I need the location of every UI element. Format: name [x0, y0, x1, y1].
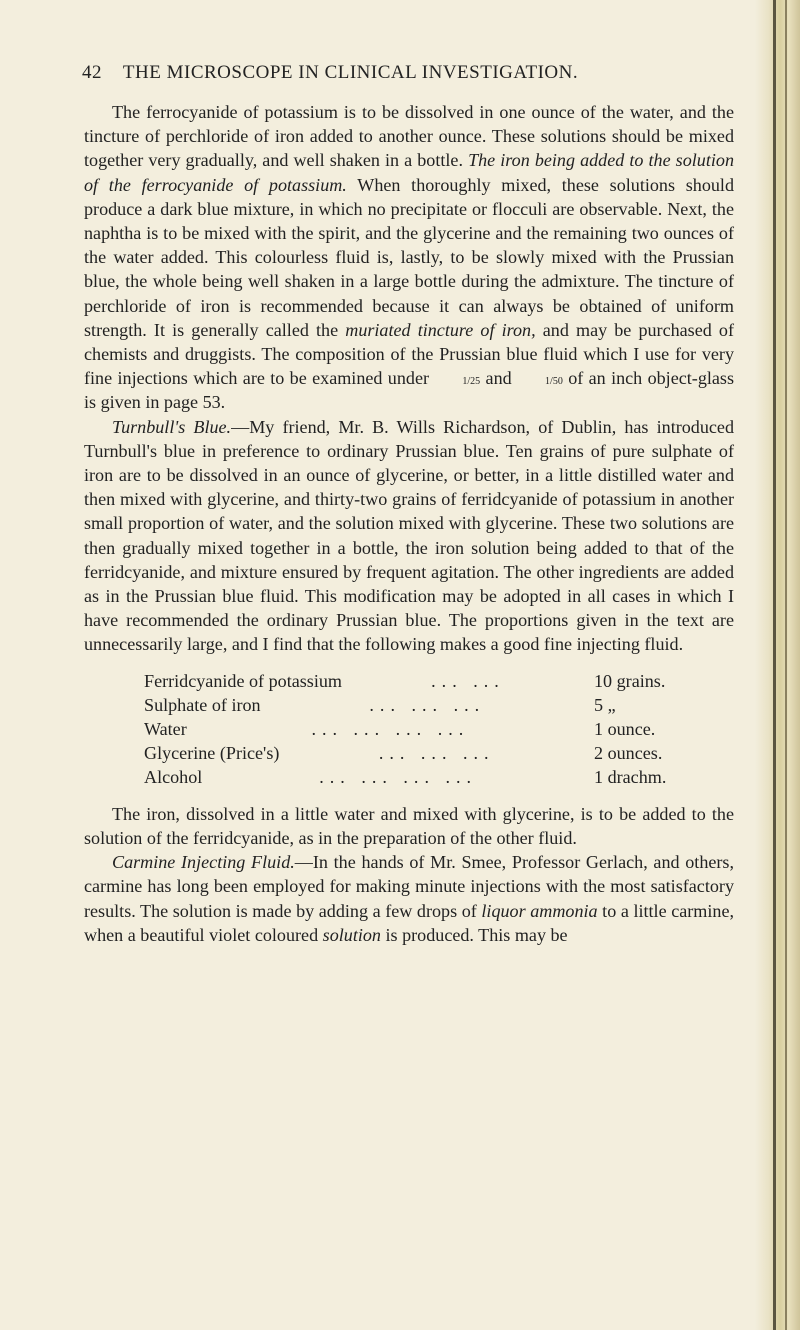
leader-dots: ... ... ... ... [319, 767, 478, 788]
leader-dots: ... ... [431, 670, 505, 691]
formula-row [144, 717, 724, 741]
para1-text-c: and may be purchased of chemists and druggists. The composition of the Prussian blue fluid which I use for very fine injections which are to be examined under [84, 319, 734, 389]
running-header [82, 62, 752, 84]
ingredient-quantity: 2 ounces. [594, 743, 663, 764]
paragraph-iron-dissolved: The iron, dissolved in a little water and mixed with glycerine, is to be added to the solution of the ferridcyanide, as in the preparation of the other fluid. [84, 803, 734, 848]
ingredient-quantity: 1 ounce. [594, 719, 656, 740]
paragraph-prussian-blue [84, 100, 734, 415]
para4-italic-a: liquor ammonia [481, 900, 598, 921]
heading-carmine: Carmine Injecting Fluid. [112, 852, 295, 873]
ingredient-name: Ferridcyanide of potassium [144, 670, 342, 691]
binding-line-2 [785, 0, 787, 1330]
paragraph-carmine [84, 850, 734, 947]
formula-table [144, 669, 734, 790]
body-text [84, 100, 734, 947]
page-edge [755, 0, 800, 1330]
para1-and: and [485, 368, 512, 389]
leader-dots: ... ... ... ... [311, 719, 470, 740]
paragraph-turnbulls-blue [84, 415, 734, 657]
heading-turnbulls-blue: Turnbull's Blue. [112, 416, 232, 437]
fraction-1-25: 1/25 [462, 376, 481, 388]
leader-dots: ... ... ... [369, 694, 486, 715]
running-title: THE MICROSCOPE IN CLINICAL INVESTIGATION. [122, 62, 579, 83]
page-number: 42 [82, 62, 102, 83]
para4-text-b: to a little carmine, when a beautiful violet coloured [84, 900, 734, 945]
ingredient-quantity: 1 drachm. [594, 767, 667, 788]
ingredient-name: Glycerine (Price's) [144, 743, 280, 764]
formula-row [144, 669, 724, 693]
para1-text-b: When thoroughly mixed, these solutions should produce a dark blue mixture, in which no precipitate or flocculi are observable. Next, the naphtha is to be mixed with the spirit, and the glycerine and the remaining two ounces of the water added. This colourless fluid is, lastly, to be slowly mixed with the Prussian blue, the whole being well shaken in a large bottle during the admixture. The tincture of perchloride of iron is recommended because it can always be obtained of uniform strength. It is generally called the [84, 174, 735, 340]
ingredient-name: Alcohol [144, 767, 203, 788]
para4-text-a: —In the hands of Mr. Smee, Professor Gerlach, and others, carmine has long been employed for making minute injections with the most satisfactory results. The solution is made by adding a few drops of [84, 852, 734, 921]
para1-text-d: of an inch object-glass is given in page 53. [84, 368, 735, 413]
para1-italic-a: The iron being added to the solution of the ferrocyanide of potassium. [84, 150, 734, 195]
para4-italic-b: solution [322, 924, 381, 945]
binding-line [773, 0, 776, 1330]
para4-text-c: is produced. This may be [385, 924, 568, 945]
ingredient-name: Water [144, 719, 187, 740]
formula-row [144, 765, 724, 789]
ingredient-quantity: 5 „ [594, 694, 616, 715]
para1-text-a: The ferrocyanide of potassium is to be dissolved in one ounce of the water, and the tincture of perchloride of iron added to another ounce. These solutions should be mixed together very gradually, and well shaken in a bottle. [84, 102, 734, 171]
leader-dots: ... ... ... [378, 743, 495, 764]
formula-row [144, 693, 724, 717]
para2-text: —My friend, Mr. B. Wills Richardson, of Dublin, has introduced Turnbull's blue in preference to ordinary Prussian blue. Ten grains of pure sulphate of iron are to be dissolved in an ounce of glycerine, or better, in a little distilled water and then mixed with glycerine, and thirty-two grains of ferridcyanide of potassium in another small proportion of water, and the solution mixed with glycerine. These two solutions are then gradually mixed together in a bottle, the iron solution being added to that of the ferridcyanide, and mixture ensured by frequent agitation. The other ingredients are added as in the Prussian blue fluid. This modification may be adopted in all cases in which I have recommended the ordinary Prussian blue. The proportions given in the text are unnecessarily large, and I find that the following makes a good fine injecting fluid. [84, 416, 734, 655]
formula-row [144, 741, 724, 765]
para1-italic-b: muriated tincture of iron, [345, 319, 536, 340]
ingredient-quantity: 10 grains. [594, 670, 666, 691]
ingredient-name: Sulphate of iron [144, 694, 261, 715]
fraction-1-50: 1/50 [545, 376, 563, 388]
